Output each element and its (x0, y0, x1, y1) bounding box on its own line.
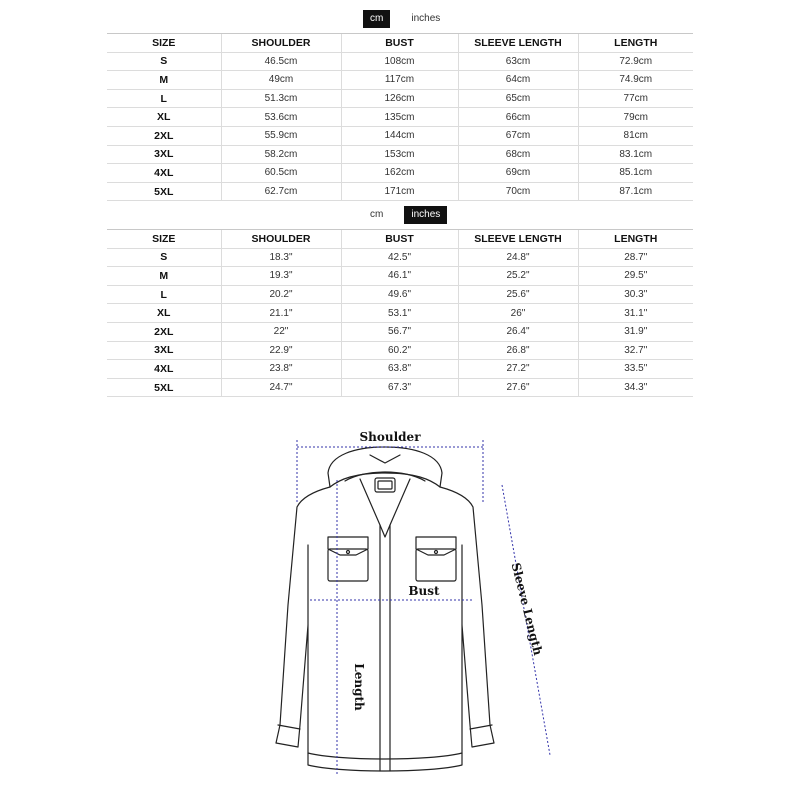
measurement-cell: 33.5" (578, 360, 693, 379)
measurement-cell: 68cm (458, 145, 578, 164)
column-header: LENGTH (578, 34, 693, 53)
measurement-cell: 46.5cm (221, 52, 341, 71)
measurement-cell: 67cm (458, 126, 578, 145)
measurement-cell: 162cm (341, 164, 458, 183)
measurement-cell: 51.3cm (221, 89, 341, 108)
measurement-cell: 34.3" (578, 378, 693, 397)
column-header: BUST (341, 230, 458, 249)
size-cell: M (107, 267, 221, 286)
table-row (107, 341, 693, 360)
size-cell: 5XL (107, 182, 221, 201)
measurement-cell: 22.9" (221, 341, 341, 360)
size-cell: 4XL (107, 360, 221, 379)
table-row (107, 145, 693, 164)
size-cell: S (107, 248, 221, 267)
measurement-cell: 56.7" (341, 322, 458, 341)
table-row (107, 52, 693, 71)
bust-label: Bust (408, 584, 440, 598)
size-cell: L (107, 285, 221, 304)
measurement-cell: 31.1" (578, 304, 693, 323)
measurement-cell: 27.6" (458, 378, 578, 397)
size-chart-inches (107, 229, 693, 397)
measurement-cell: 25.2" (458, 267, 578, 286)
measurement-cell: 55.9cm (221, 126, 341, 145)
column-header: LENGTH (578, 230, 693, 249)
table-row (107, 108, 693, 127)
measurement-cell: 23.8" (221, 360, 341, 379)
measurement-cell: 85.1cm (578, 164, 693, 183)
measurement-cell: 22" (221, 322, 341, 341)
measurement-cell: 30.3" (578, 285, 693, 304)
measurement-cell: 63cm (458, 52, 578, 71)
table-row (107, 126, 693, 145)
unit-option-inches[interactable]: inches (404, 206, 447, 224)
size-cell: 3XL (107, 341, 221, 360)
measurement-cell: 72.9cm (578, 52, 693, 71)
measurement-cell: 65cm (458, 89, 578, 108)
table-header-row (107, 34, 693, 53)
unit-toggle-cm-table (363, 10, 447, 28)
measurement-cell: 28.7" (578, 248, 693, 267)
table-row (107, 267, 693, 286)
sleeve-length-label: Sleeve Length (508, 561, 546, 657)
measurement-cell: 46.1" (341, 267, 458, 286)
size-cell: 5XL (107, 378, 221, 397)
measurement-cell: 42.5" (341, 248, 458, 267)
column-header: SHOULDER (221, 230, 341, 249)
table-row (107, 360, 693, 379)
size-chart-cm (107, 33, 693, 201)
measurement-cell: 69cm (458, 164, 578, 183)
measurement-cell: 26.8" (458, 341, 578, 360)
measurement-cell: 53.1" (341, 304, 458, 323)
table-row (107, 378, 693, 397)
measurement-cell: 26" (458, 304, 578, 323)
measurement-cell: 24.8" (458, 248, 578, 267)
table-row (107, 322, 693, 341)
measurement-cell: 60.2" (341, 341, 458, 360)
measurement-cell: 60.5cm (221, 164, 341, 183)
measurement-cell: 81cm (578, 126, 693, 145)
unit-option-cm[interactable]: cm (363, 10, 390, 28)
column-header: SLEEVE LENGTH (458, 230, 578, 249)
measurement-cell: 126cm (341, 89, 458, 108)
size-cell: 2XL (107, 126, 221, 145)
table-row (107, 182, 693, 201)
table-row (107, 248, 693, 267)
unit-option-inches[interactable]: inches (411, 13, 441, 24)
unit-toggle-inches-table (363, 206, 447, 224)
measurement-cell: 25.6" (458, 285, 578, 304)
measurement-cell: 62.7cm (221, 182, 341, 201)
measurement-cell: 21.1" (221, 304, 341, 323)
measurement-cell: 79cm (578, 108, 693, 127)
measurement-cell: 58.2cm (221, 145, 341, 164)
table-row (107, 89, 693, 108)
table-row (107, 164, 693, 183)
size-cell: 2XL (107, 322, 221, 341)
measurement-lines (297, 440, 550, 775)
unit-option-cm[interactable]: cm (370, 209, 384, 220)
column-header: SHOULDER (221, 34, 341, 53)
column-header: SLEEVE LENGTH (458, 34, 578, 53)
size-cell: S (107, 52, 221, 71)
table-row (107, 71, 693, 90)
measurement-cell: 18.3" (221, 248, 341, 267)
measurement-cell: 49.6" (341, 285, 458, 304)
size-cell: L (107, 89, 221, 108)
column-header: SIZE (107, 230, 221, 249)
jacket-measurement-diagram (240, 425, 570, 795)
size-cell: XL (107, 304, 221, 323)
jacket-outline (276, 447, 494, 771)
size-cell: XL (107, 108, 221, 127)
measurement-cell: 135cm (341, 108, 458, 127)
measurement-cell: 24.7" (221, 378, 341, 397)
measurement-cell: 20.2" (221, 285, 341, 304)
column-header: SIZE (107, 34, 221, 53)
measurement-cell: 171cm (341, 182, 458, 201)
measurement-cell: 49cm (221, 71, 341, 90)
measurement-cell: 32.7" (578, 341, 693, 360)
measurement-cell: 77cm (578, 89, 693, 108)
measurement-cell: 67.3" (341, 378, 458, 397)
measurement-cell: 27.2" (458, 360, 578, 379)
size-cell: M (107, 71, 221, 90)
shoulder-label: Shoulder (359, 430, 421, 444)
measurement-cell: 66cm (458, 108, 578, 127)
measurement-cell: 144cm (341, 126, 458, 145)
measurement-cell: 64cm (458, 71, 578, 90)
measurement-cell: 83.1cm (578, 145, 693, 164)
size-cell: 4XL (107, 164, 221, 183)
measurement-cell: 117cm (341, 71, 458, 90)
measurement-cell: 53.6cm (221, 108, 341, 127)
size-cell: 3XL (107, 145, 221, 164)
table-row (107, 304, 693, 323)
table-header-row (107, 230, 693, 249)
measurement-cell: 19.3" (221, 267, 341, 286)
measurement-cell: 29.5" (578, 267, 693, 286)
measurement-cell: 87.1cm (578, 182, 693, 201)
measurement-cell: 26.4" (458, 322, 578, 341)
measurement-cell: 74.9cm (578, 71, 693, 90)
table-row (107, 285, 693, 304)
measurement-cell: 31.9" (578, 322, 693, 341)
measurement-cell: 63.8" (341, 360, 458, 379)
measurement-cell: 153cm (341, 145, 458, 164)
measurement-cell: 70cm (458, 182, 578, 201)
column-header: BUST (341, 34, 458, 53)
length-label: Length (352, 663, 366, 711)
measurement-cell: 108cm (341, 52, 458, 71)
